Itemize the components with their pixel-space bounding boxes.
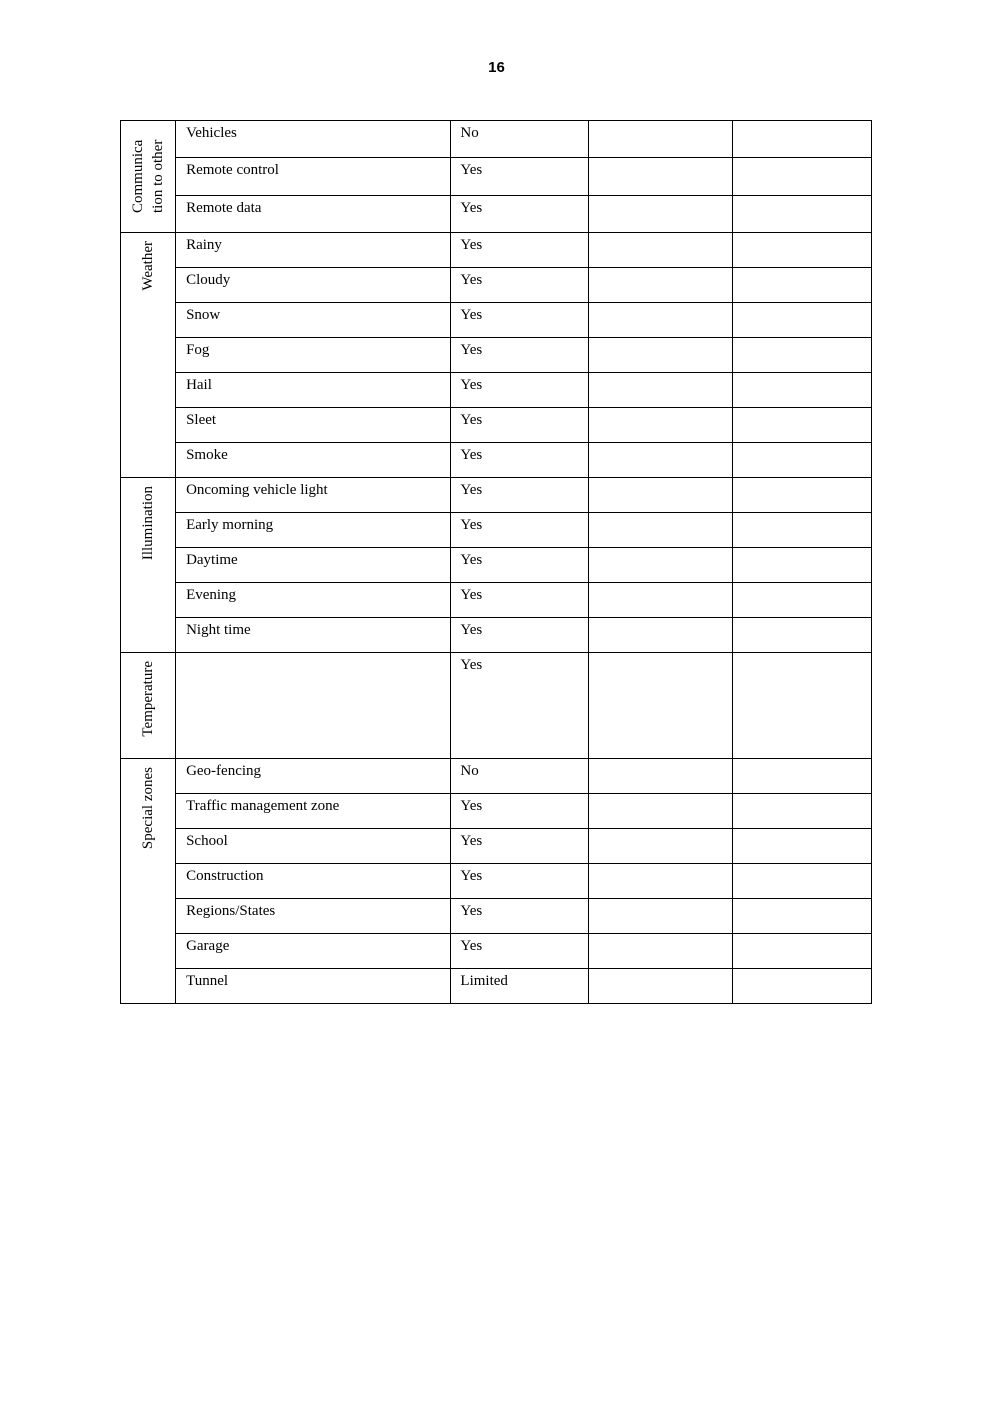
empty-cell (588, 899, 732, 934)
table-row (121, 338, 872, 373)
table-row (121, 195, 872, 232)
empty-cell (732, 899, 871, 934)
empty-cell (732, 548, 871, 583)
value-cell: Yes (451, 195, 588, 232)
empty-cell (732, 618, 871, 653)
factor-cell: Geo-fencing (176, 759, 451, 794)
table-row (121, 513, 872, 548)
value-cell: No (451, 121, 588, 158)
factor-cell: Rainy (176, 233, 451, 268)
table-row (121, 864, 872, 899)
value-cell: Yes (451, 583, 588, 618)
value-cell: Yes (451, 653, 588, 759)
value-cell: Limited (451, 969, 588, 1004)
empty-cell (732, 195, 871, 232)
value-cell: Yes (451, 618, 588, 653)
empty-cell (588, 373, 732, 408)
empty-cell (732, 934, 871, 969)
empty-cell (588, 969, 732, 1004)
table-row (121, 478, 872, 513)
table-row (121, 653, 872, 759)
value-cell: Yes (451, 794, 588, 829)
empty-cell (588, 653, 732, 759)
empty-cell (732, 233, 871, 268)
factor-cell: Garage (176, 934, 451, 969)
empty-cell (732, 969, 871, 1004)
group-label: Special zones (140, 767, 157, 850)
factor-cell: Snow (176, 303, 451, 338)
empty-cell (732, 583, 871, 618)
table-row (121, 548, 872, 583)
factor-cell: Smoke (176, 443, 451, 478)
empty-cell (732, 268, 871, 303)
factor-cell: School (176, 829, 451, 864)
empty-cell (588, 513, 732, 548)
factor-cell: Tunnel (176, 969, 451, 1004)
group-label: Illumination (140, 486, 157, 561)
empty-cell (588, 268, 732, 303)
empty-cell (588, 478, 732, 513)
empty-cell (732, 408, 871, 443)
factor-cell: Regions/States (176, 899, 451, 934)
empty-cell (588, 158, 732, 195)
value-cell: Yes (451, 338, 588, 373)
table-row (121, 899, 872, 934)
factor-cell (176, 653, 451, 759)
factor-cell: Night time (176, 618, 451, 653)
group-label-special-zones (121, 759, 176, 1004)
value-cell: Yes (451, 158, 588, 195)
empty-cell (588, 408, 732, 443)
empty-cell (732, 338, 871, 373)
table-row (121, 759, 872, 794)
empty-cell (588, 864, 732, 899)
value-cell: Yes (451, 934, 588, 969)
factor-cell: Early morning (176, 513, 451, 548)
value-cell: Yes (451, 408, 588, 443)
table-row (121, 934, 872, 969)
group-label: Weather (140, 241, 157, 291)
table-row (121, 158, 872, 195)
empty-cell (588, 548, 732, 583)
factor-cell: Cloudy (176, 268, 451, 303)
value-cell: Yes (451, 373, 588, 408)
factor-cell: Evening (176, 583, 451, 618)
table-row (121, 583, 872, 618)
table-row (121, 443, 872, 478)
factor-cell: Fog (176, 338, 451, 373)
value-cell: No (451, 759, 588, 794)
table-row (121, 121, 872, 158)
empty-cell (588, 195, 732, 232)
table-row (121, 408, 872, 443)
factor-cell: Sleet (176, 408, 451, 443)
table-row (121, 618, 872, 653)
empty-cell (588, 443, 732, 478)
empty-cell (732, 443, 871, 478)
odd-table (120, 120, 872, 1004)
factor-cell: Hail (176, 373, 451, 408)
value-cell: Yes (451, 478, 588, 513)
table-row (121, 303, 872, 338)
page-number: 16 (488, 59, 505, 76)
group-label-temperature (121, 653, 176, 759)
group-label-line: tion to other (150, 139, 167, 214)
empty-cell (588, 303, 732, 338)
value-cell: Yes (451, 513, 588, 548)
factor-cell: Oncoming vehicle light (176, 478, 451, 513)
empty-cell (588, 759, 732, 794)
empty-cell (732, 158, 871, 195)
empty-cell (588, 338, 732, 373)
table-row (121, 373, 872, 408)
empty-cell (732, 513, 871, 548)
value-cell: Yes (451, 443, 588, 478)
empty-cell (732, 864, 871, 899)
table-row (121, 233, 872, 268)
value-cell: Yes (451, 548, 588, 583)
empty-cell (732, 303, 871, 338)
empty-cell (588, 829, 732, 864)
empty-cell (732, 478, 871, 513)
table-row (121, 268, 872, 303)
empty-cell (588, 121, 732, 158)
empty-cell (732, 759, 871, 794)
group-label-illumination (121, 478, 176, 653)
empty-cell (732, 373, 871, 408)
empty-cell (588, 934, 732, 969)
value-cell: Yes (451, 864, 588, 899)
empty-cell (588, 233, 732, 268)
factor-cell: Remote control (176, 158, 451, 195)
group-label-weather (121, 233, 176, 478)
value-cell: Yes (451, 829, 588, 864)
table-row (121, 829, 872, 864)
factor-cell: Vehicles (176, 121, 451, 158)
empty-cell (588, 794, 732, 829)
value-cell: Yes (451, 268, 588, 303)
empty-cell (732, 653, 871, 759)
factor-cell: Construction (176, 864, 451, 899)
empty-cell (588, 618, 732, 653)
group-label-communication (121, 121, 176, 233)
table-row (121, 969, 872, 1004)
value-cell: Yes (451, 899, 588, 934)
table-row (121, 794, 872, 829)
empty-cell (732, 794, 871, 829)
empty-cell (732, 121, 871, 158)
group-label-line: Communica (130, 139, 147, 214)
empty-cell (588, 583, 732, 618)
factor-cell: Traffic management zone (176, 794, 451, 829)
factor-cell: Remote data (176, 195, 451, 232)
group-label: Temperature (140, 661, 157, 737)
value-cell: Yes (451, 233, 588, 268)
empty-cell (732, 829, 871, 864)
factor-cell: Daytime (176, 548, 451, 583)
value-cell: Yes (451, 303, 588, 338)
